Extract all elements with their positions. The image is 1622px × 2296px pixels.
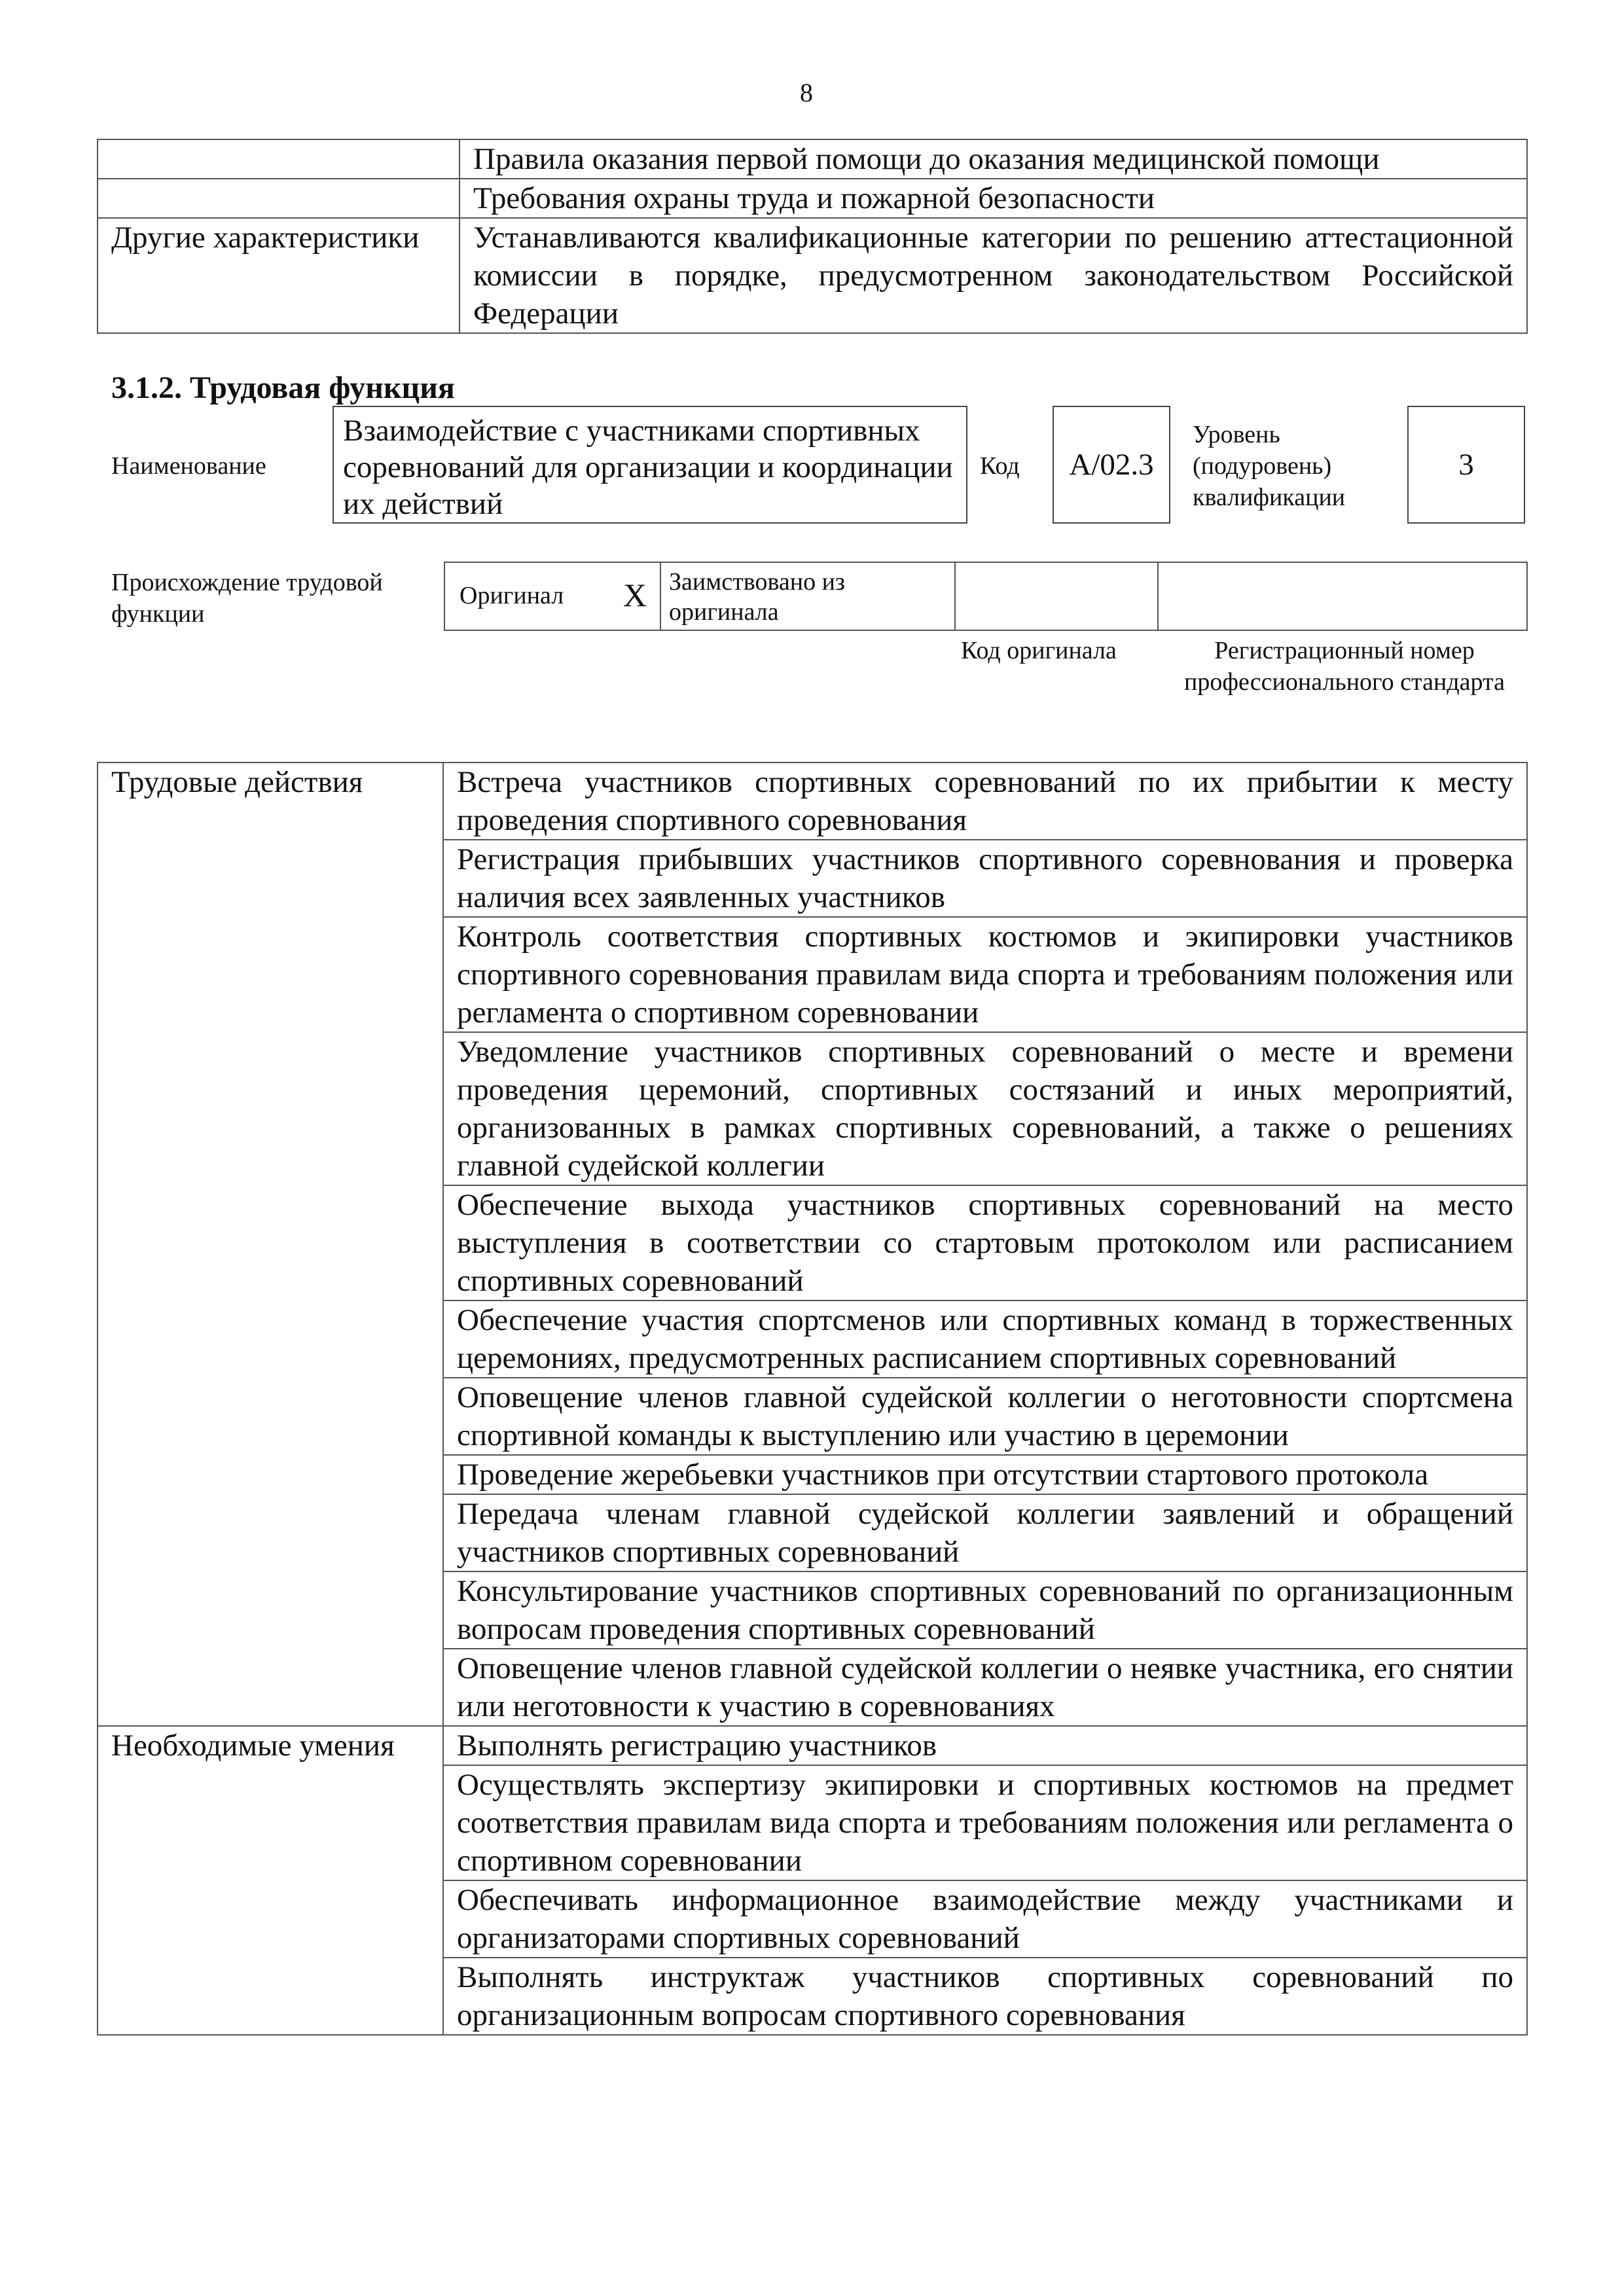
empty-cell (98, 179, 460, 218)
registration-number-cell (1159, 563, 1526, 630)
table-row: Контроль соответствия спортивных костюмов и экипировки участников спортивного соревнования правилам вида спорта и требованиям положения или регламента о спортивном соревновании (443, 917, 1527, 1032)
actions-label: Трудовые действия (98, 762, 443, 1726)
origin-row (444, 562, 1528, 631)
table-row: Встреча участников спортивных соревнований по их прибытии к месту проведения спортивного соревнования (443, 762, 1527, 840)
labor-actions-table (97, 762, 1528, 2036)
table-row: Выполнять регистрацию участников (443, 1726, 1527, 1765)
table-row: Передача членам главной судейской коллегии заявлений и обращений участников спортивных соревнований (443, 1494, 1527, 1571)
table-row: Оповещение членов главной судейской коллегии о неготовности спортсмена спортивной команды к выступлению или участию в церемонии (443, 1378, 1527, 1455)
name-label: Наименование (111, 452, 266, 480)
table-row: Уведомление участников спортивных соревнований о месте и времени проведения церемоний, спортивных состязаний и иных мероприятий, организованных в рамках спортивных соревнований, а также о решениях главной судейской коллегии (443, 1032, 1527, 1185)
registration-caption: Регистрационный номер профессионального стандарта (1184, 637, 1505, 696)
page-number: 8 (800, 78, 813, 107)
knowledge-item: Требования охраны труда и пожарной безопасности (460, 179, 1527, 218)
level-value-box: 3 (1407, 406, 1525, 524)
code-label: Код (980, 452, 1020, 480)
table-row: Обеспечивать информационное взаимодействие между участниками и организаторами спортивных соревнований (443, 1880, 1527, 1958)
code-caption: Код оригинала (961, 637, 1117, 664)
level-label: Уровень (подуровень) квалификации (1193, 421, 1346, 511)
other-characteristics-text: Устанавливаются квалификационные категории по решению аттестационной комиссии в порядке, предусмотренном законодательством Российской Федерации (460, 218, 1527, 333)
knowledge-item: Правила оказания первой помощи до оказания медицинской помощи (460, 139, 1527, 179)
origin-label: Происхождение трудовой функции (111, 569, 383, 628)
table-row: Оповещение членов главной судейской коллегии о неявке участника, его снятии или неготовности к участию в соревнованиях (443, 1649, 1527, 1726)
original-code-cell (956, 563, 1159, 630)
table-row: Регистрация прибывших участников спортивного соревнования и проверка наличия всех заявленных участников (443, 840, 1527, 917)
borrowed-cell: Заимствовано из оригинала (661, 563, 956, 630)
top-table (97, 139, 1528, 334)
table-row: Выполнять инструктаж участников спортивных соревнований по организационным вопросам спортивного соревнования (443, 1958, 1527, 2035)
function-name-box: Взаимодействие с участниками спортивных соревнований для организации и координации их действий (333, 406, 967, 524)
other-characteristics-label: Другие характеристики (98, 218, 460, 333)
original-mark: X (623, 577, 647, 613)
table-row: Обеспечение выхода участников спортивных соревнований на место выступления в соответствии со стартовым протоколом или расписанием спортивных соревнований (443, 1185, 1527, 1300)
skills-label: Необходимые умения (98, 1726, 443, 2035)
code-value-box: A/02.3 (1053, 406, 1170, 524)
table-row: Осуществлять экспертизу экипировки и спортивных костюмов на предмет соответствия правилам вида спорта и требованиям положения или регламента о спортивном соревновании (443, 1765, 1527, 1880)
table-row: Проведение жеребьевки участников при отсутствии стартового протокола (443, 1455, 1527, 1494)
original-cell (445, 563, 661, 630)
section-title: 3.1.2. Трудовая функция (111, 370, 455, 405)
table-row: Консультирование участников спортивных соревнований по организационным вопросам проведения спортивных соревнований (443, 1571, 1527, 1649)
original-label: Оригинал (460, 582, 564, 609)
empty-cell (98, 139, 460, 179)
table-row: Обеспечение участия спортсменов или спортивных команд в торжественных церемониях, предусмотренных расписанием спортивных соревнований (443, 1300, 1527, 1378)
